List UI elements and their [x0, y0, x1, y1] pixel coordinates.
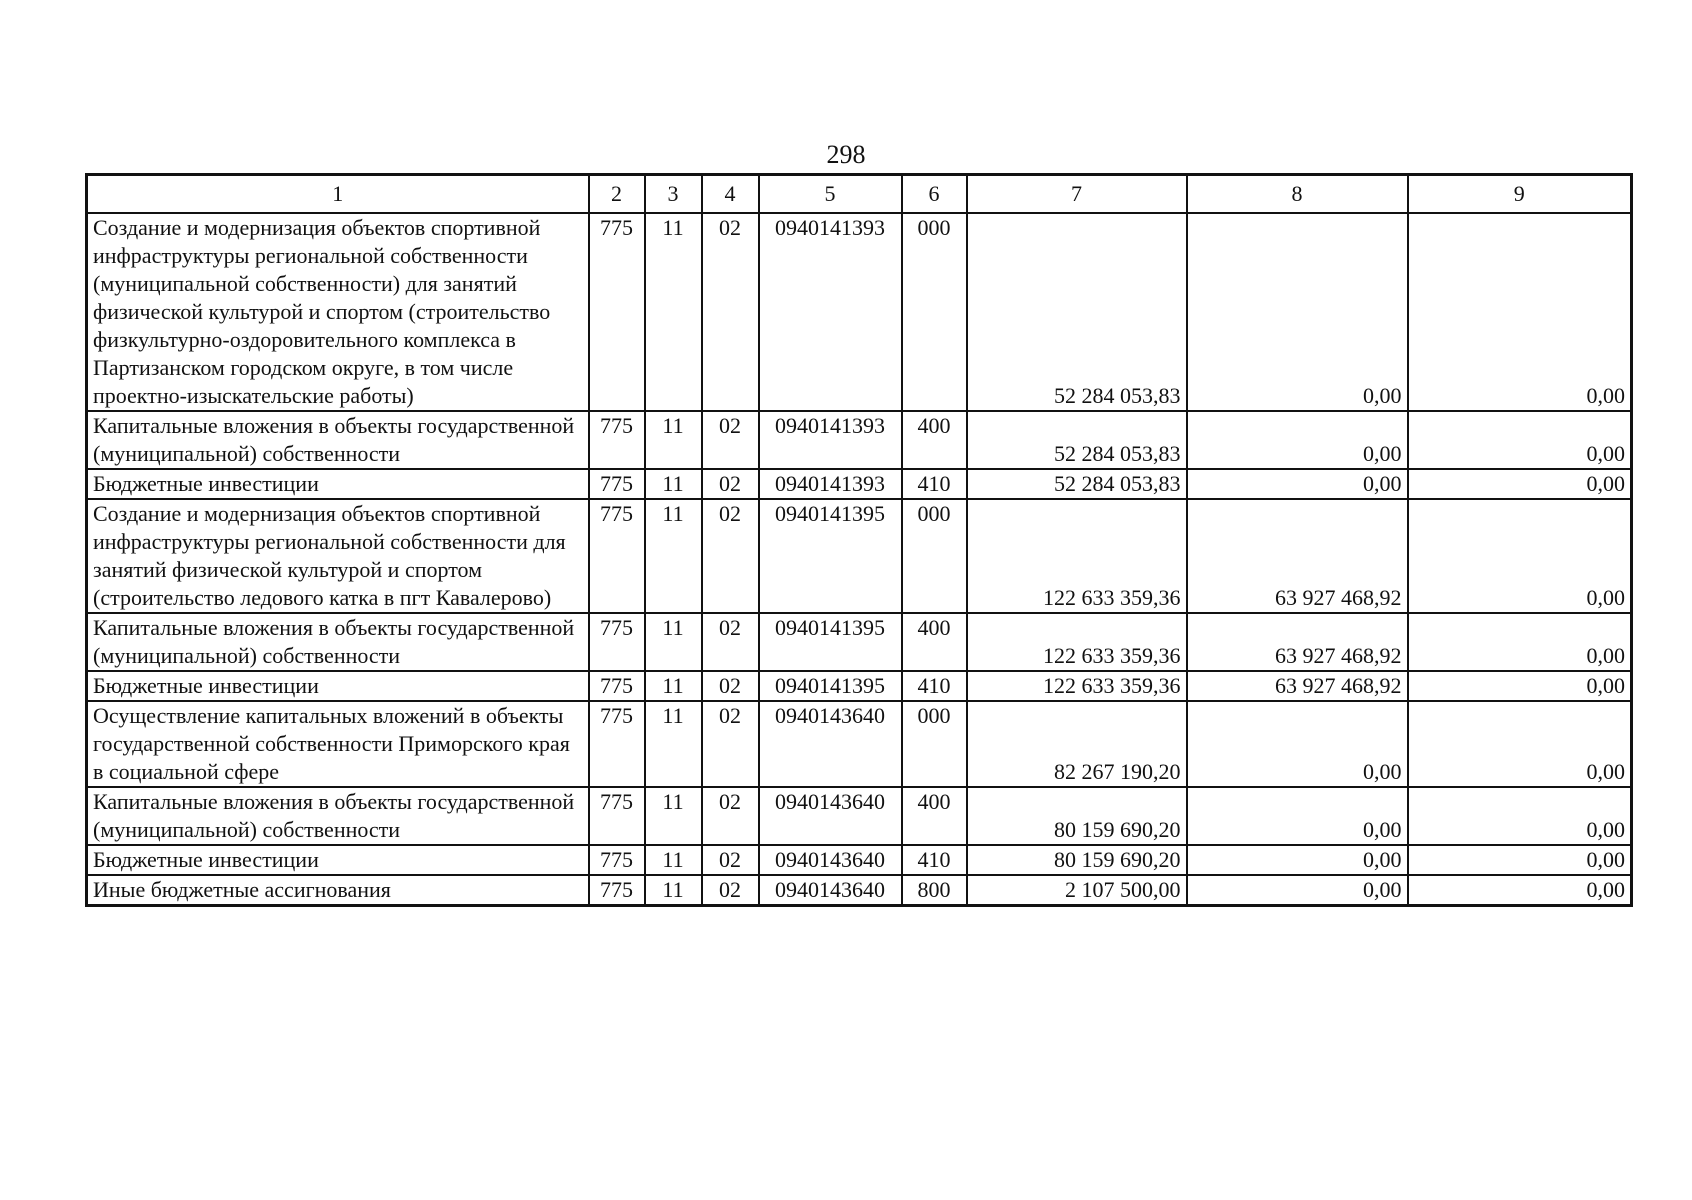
table-row	[87, 213, 1632, 411]
target-article-cell: 0940141395	[759, 613, 902, 671]
amount-cell: 122 633 359,36	[967, 671, 1187, 701]
expense-type-cell: 410	[902, 845, 967, 875]
expense-type-cell: 410	[902, 671, 967, 701]
target-article-cell: 0940143640	[759, 701, 902, 787]
code-cell: 775	[589, 613, 645, 671]
target-article-cell: 0940143640	[759, 875, 902, 906]
section-cell: 11	[645, 469, 702, 499]
expense-type-cell: 410	[902, 469, 967, 499]
table-row	[87, 875, 1632, 906]
amount-cell: 52 284 053,83	[967, 469, 1187, 499]
code-cell: 775	[589, 213, 645, 411]
amount-cell: 0,00	[1408, 213, 1632, 411]
amount-cell: 0,00	[1187, 701, 1408, 787]
target-article-cell: 0940141395	[759, 671, 902, 701]
column-header: 7	[967, 175, 1187, 214]
table-row	[87, 845, 1632, 875]
amount-cell: 122 633 359,36	[967, 613, 1187, 671]
amount-cell: 0,00	[1187, 787, 1408, 845]
amount-cell: 122 633 359,36	[967, 499, 1187, 613]
expense-type-cell: 400	[902, 613, 967, 671]
table-row	[87, 613, 1632, 671]
code-cell: 775	[589, 499, 645, 613]
subsection-cell: 02	[702, 613, 759, 671]
target-article-cell: 0940143640	[759, 787, 902, 845]
row-name-cell: Создание и модернизация объектов спортивной инфраструктуры региональной собственности для занятий физической культурой и спортом (строительство ледового катка в пгт Кавалерово)	[87, 499, 589, 613]
target-article-cell: 0940141393	[759, 213, 902, 411]
expense-type-cell: 400	[902, 787, 967, 845]
target-article-cell: 0940141393	[759, 469, 902, 499]
subsection-cell: 02	[702, 845, 759, 875]
column-header: 2	[589, 175, 645, 214]
subsection-cell: 02	[702, 411, 759, 469]
target-article-cell: 0940141393	[759, 411, 902, 469]
section-cell: 11	[645, 411, 702, 469]
section-cell: 11	[645, 845, 702, 875]
subsection-cell: 02	[702, 875, 759, 906]
expense-type-cell: 000	[902, 499, 967, 613]
code-cell: 775	[589, 469, 645, 499]
amount-cell: 82 267 190,20	[967, 701, 1187, 787]
column-header: 3	[645, 175, 702, 214]
row-name-cell: Капитальные вложения в объекты государственной (муниципальной) собственности	[87, 787, 589, 845]
row-name-cell: Бюджетные инвестиции	[87, 671, 589, 701]
amount-cell: 0,00	[1408, 875, 1632, 906]
amount-cell: 63 927 468,92	[1187, 499, 1408, 613]
amount-cell: 80 159 690,20	[967, 787, 1187, 845]
row-name-cell: Осуществление капитальных вложений в объекты государственной собственности Приморского края в социальной сфере	[87, 701, 589, 787]
column-header: 5	[759, 175, 902, 214]
amount-cell: 0,00	[1408, 411, 1632, 469]
table-row	[87, 701, 1632, 787]
table-row	[87, 499, 1632, 613]
column-header: 9	[1408, 175, 1632, 214]
expense-type-cell: 000	[902, 213, 967, 411]
section-cell: 11	[645, 499, 702, 613]
subsection-cell: 02	[702, 671, 759, 701]
row-name-cell: Капитальные вложения в объекты государственной (муниципальной) собственности	[87, 411, 589, 469]
target-article-cell: 0940143640	[759, 845, 902, 875]
amount-cell: 0,00	[1187, 213, 1408, 411]
target-article-cell: 0940141395	[759, 499, 902, 613]
row-name-cell: Бюджетные инвестиции	[87, 469, 589, 499]
row-name-cell: Капитальные вложения в объекты государственной (муниципальной) собственности	[87, 613, 589, 671]
table-row	[87, 671, 1632, 701]
table-row	[87, 411, 1632, 469]
page-number: 298	[826, 140, 866, 169]
section-cell: 11	[645, 875, 702, 906]
row-name-cell: Создание и модернизация объектов спортивной инфраструктуры региональной собственности (муниципальной собственности) для занятий физической культурой и спортом (строительство физкультурно-оздоровительного комплекса в Партизанском городском округе, в том числе проектно-изыскательские работы)	[87, 213, 589, 411]
amount-cell: 0,00	[1408, 845, 1632, 875]
section-cell: 11	[645, 701, 702, 787]
amount-cell: 52 284 053,83	[967, 213, 1187, 411]
section-cell: 11	[645, 671, 702, 701]
column-header: 4	[702, 175, 759, 214]
section-cell: 11	[645, 787, 702, 845]
amount-cell: 63 927 468,92	[1187, 671, 1408, 701]
expense-type-cell: 000	[902, 701, 967, 787]
amount-cell: 0,00	[1408, 671, 1632, 701]
amount-cell: 0,00	[1408, 499, 1632, 613]
table-body	[87, 213, 1632, 906]
subsection-cell: 02	[702, 499, 759, 613]
table-row	[87, 469, 1632, 499]
amount-cell: 0,00	[1187, 411, 1408, 469]
code-cell: 775	[589, 671, 645, 701]
column-header: 6	[902, 175, 967, 214]
section-cell: 11	[645, 213, 702, 411]
expense-type-cell: 400	[902, 411, 967, 469]
amount-cell: 0,00	[1408, 469, 1632, 499]
amount-cell: 52 284 053,83	[967, 411, 1187, 469]
subsection-cell: 02	[702, 701, 759, 787]
code-cell: 775	[589, 701, 645, 787]
code-cell: 775	[589, 787, 645, 845]
expense-type-cell: 800	[902, 875, 967, 906]
amount-cell: 0,00	[1187, 469, 1408, 499]
budget-table	[85, 173, 1633, 907]
column-header: 1	[87, 175, 589, 214]
amount-cell: 0,00	[1187, 875, 1408, 906]
amount-cell: 63 927 468,92	[1187, 613, 1408, 671]
code-cell: 775	[589, 845, 645, 875]
row-name-cell: Иные бюджетные ассигнования	[87, 875, 589, 906]
amount-cell: 80 159 690,20	[967, 845, 1187, 875]
amount-cell: 0,00	[1408, 613, 1632, 671]
code-cell: 775	[589, 875, 645, 906]
amount-cell: 0,00	[1408, 787, 1632, 845]
section-cell: 11	[645, 613, 702, 671]
table-row	[87, 787, 1632, 845]
subsection-cell: 02	[702, 787, 759, 845]
subsection-cell: 02	[702, 469, 759, 499]
subsection-cell: 02	[702, 213, 759, 411]
row-name-cell: Бюджетные инвестиции	[87, 845, 589, 875]
code-cell: 775	[589, 411, 645, 469]
column-header: 8	[1187, 175, 1408, 214]
header-row	[87, 175, 1632, 214]
amount-cell: 2 107 500,00	[967, 875, 1187, 906]
amount-cell: 0,00	[1187, 845, 1408, 875]
amount-cell: 0,00	[1408, 701, 1632, 787]
